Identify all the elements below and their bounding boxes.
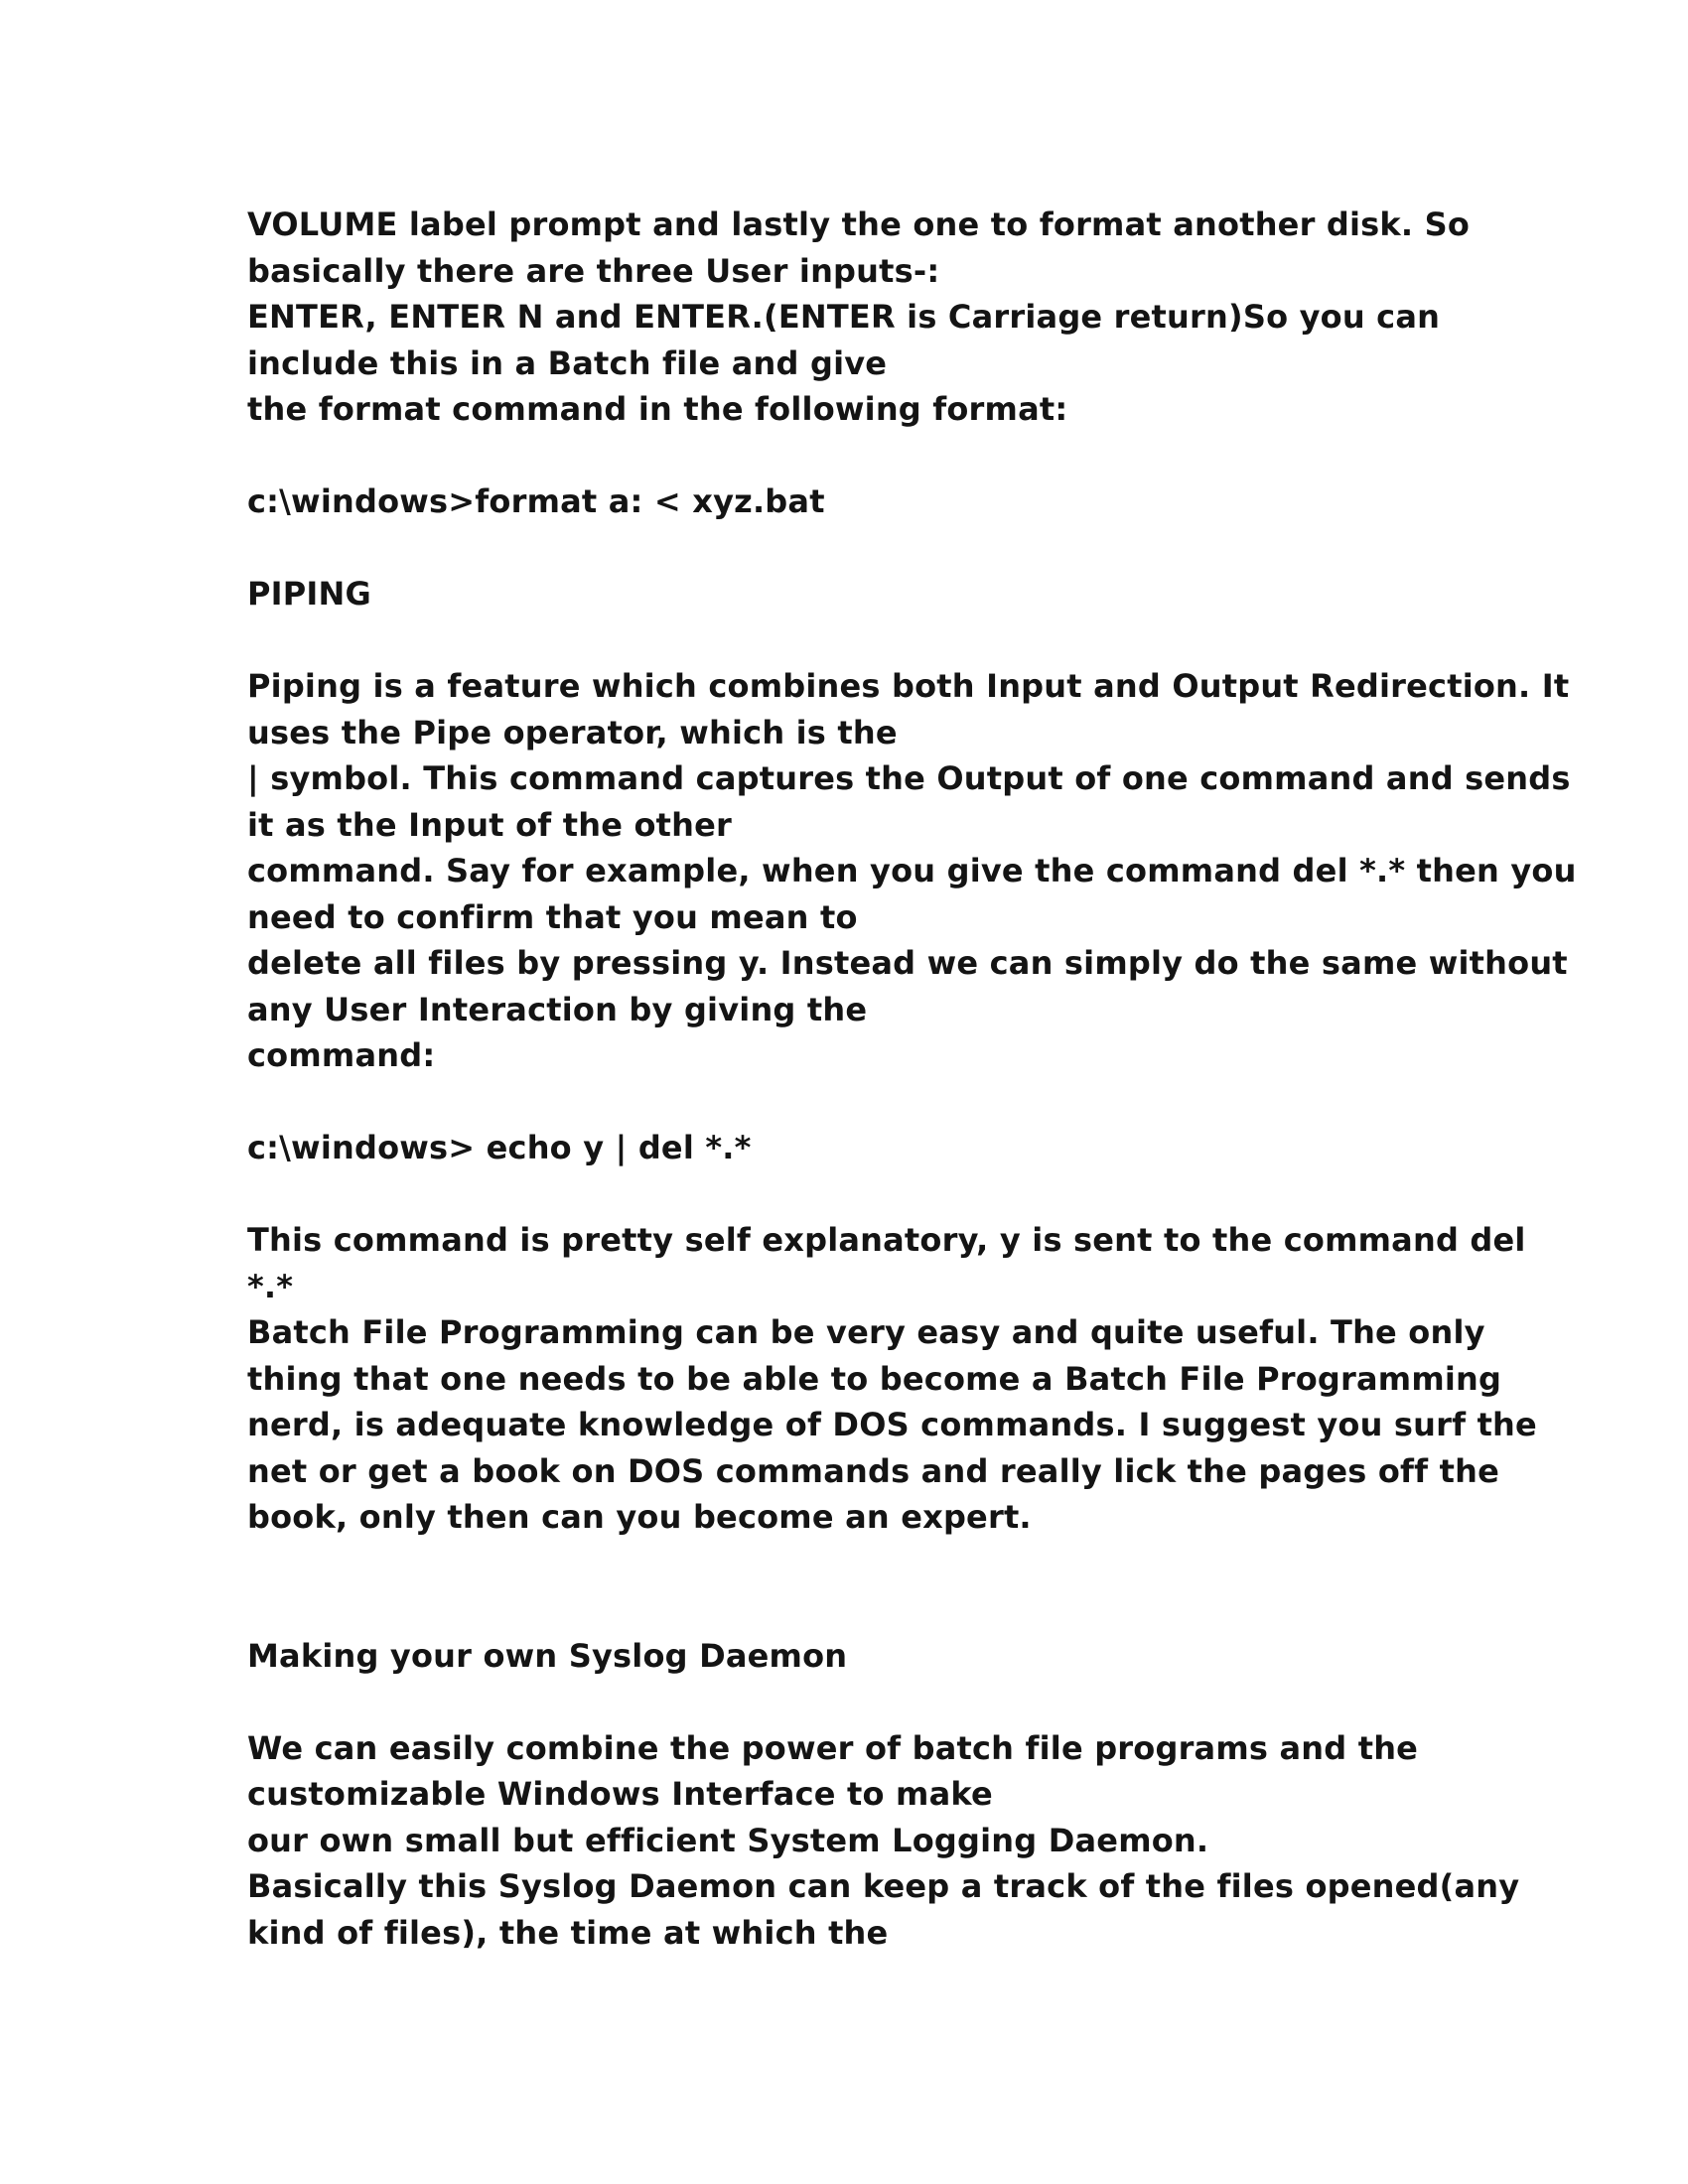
text-line: thing that one needs to be able to become a Batch File Programming <box>247 1359 1502 1398</box>
text-line: book, only then can you become an expert. <box>247 1498 1032 1536</box>
text-line: uses the Pipe operator, which is the <box>247 713 898 751</box>
text-line: basically there are three User inputs-: <box>247 251 940 290</box>
text-line: delete all files by pressing y. Instead we can simply do the same without <box>247 944 1568 982</box>
text-line: include this in a Batch file and give <box>247 343 888 382</box>
text-line: This command is pretty self explanatory, y is sent to the command del <box>247 1221 1526 1259</box>
text-line: command: <box>247 1036 436 1074</box>
spacer <box>247 525 1488 572</box>
text-line: nerd, is adequate knowledge of DOS commands. I suggest you surf the <box>247 1406 1537 1443</box>
spacer <box>247 1679 1488 1725</box>
text-line: net or get a book on DOS commands and really lick the pages off the <box>247 1451 1500 1490</box>
syslog-heading: Making your own Syslog Daemon <box>247 1636 848 1675</box>
text-line: kind of files), the time at which the <box>247 1913 889 1952</box>
text-line: *.* <box>247 1267 294 1305</box>
text-line: command. Say for example, when you give the command del *.* then you <box>247 852 1577 889</box>
text-line: need to confirm that you mean to <box>247 897 858 936</box>
piping-heading: PIPING <box>247 575 371 613</box>
spacer <box>247 617 1488 664</box>
text-line: | symbol. This command captures the Output of one command and sends <box>247 759 1571 797</box>
text-line: Piping is a feature which combines both Input and Output Redirection. It <box>247 667 1570 705</box>
spacer <box>247 1171 1488 1218</box>
text-line: VOLUME label prompt and lastly the one to format another disk. So <box>247 205 1471 243</box>
text-line: any User Interaction by giving the <box>247 990 868 1028</box>
text-line: the format command in the following format: <box>247 390 1068 428</box>
text-line: our own small but efficient System Logging Daemon. <box>247 1821 1209 1859</box>
text-line: customizable Windows Interface to make <box>247 1775 993 1813</box>
text-line: ENTER, ENTER N and ENTER.(ENTER is Carriage return)So you can <box>247 298 1441 336</box>
spacer <box>247 1079 1488 1126</box>
document-body <box>247 202 1577 1956</box>
format-command: c:\windows>format a: < xyz.bat <box>247 482 825 520</box>
text-line: Basically this Syslog Daemon can keep a track of the files opened(any <box>247 1867 1520 1905</box>
pipe-command: c:\windows> echo y | del *.* <box>247 1129 752 1166</box>
text-line: We can easily combine the power of batch file programs and the <box>247 1728 1419 1767</box>
spacer <box>247 433 1488 479</box>
text-line: Batch File Programming can be very easy and quite useful. The only <box>247 1313 1485 1351</box>
text-line: it as the Input of the other <box>247 805 733 844</box>
spacer <box>247 1541 1488 1633</box>
